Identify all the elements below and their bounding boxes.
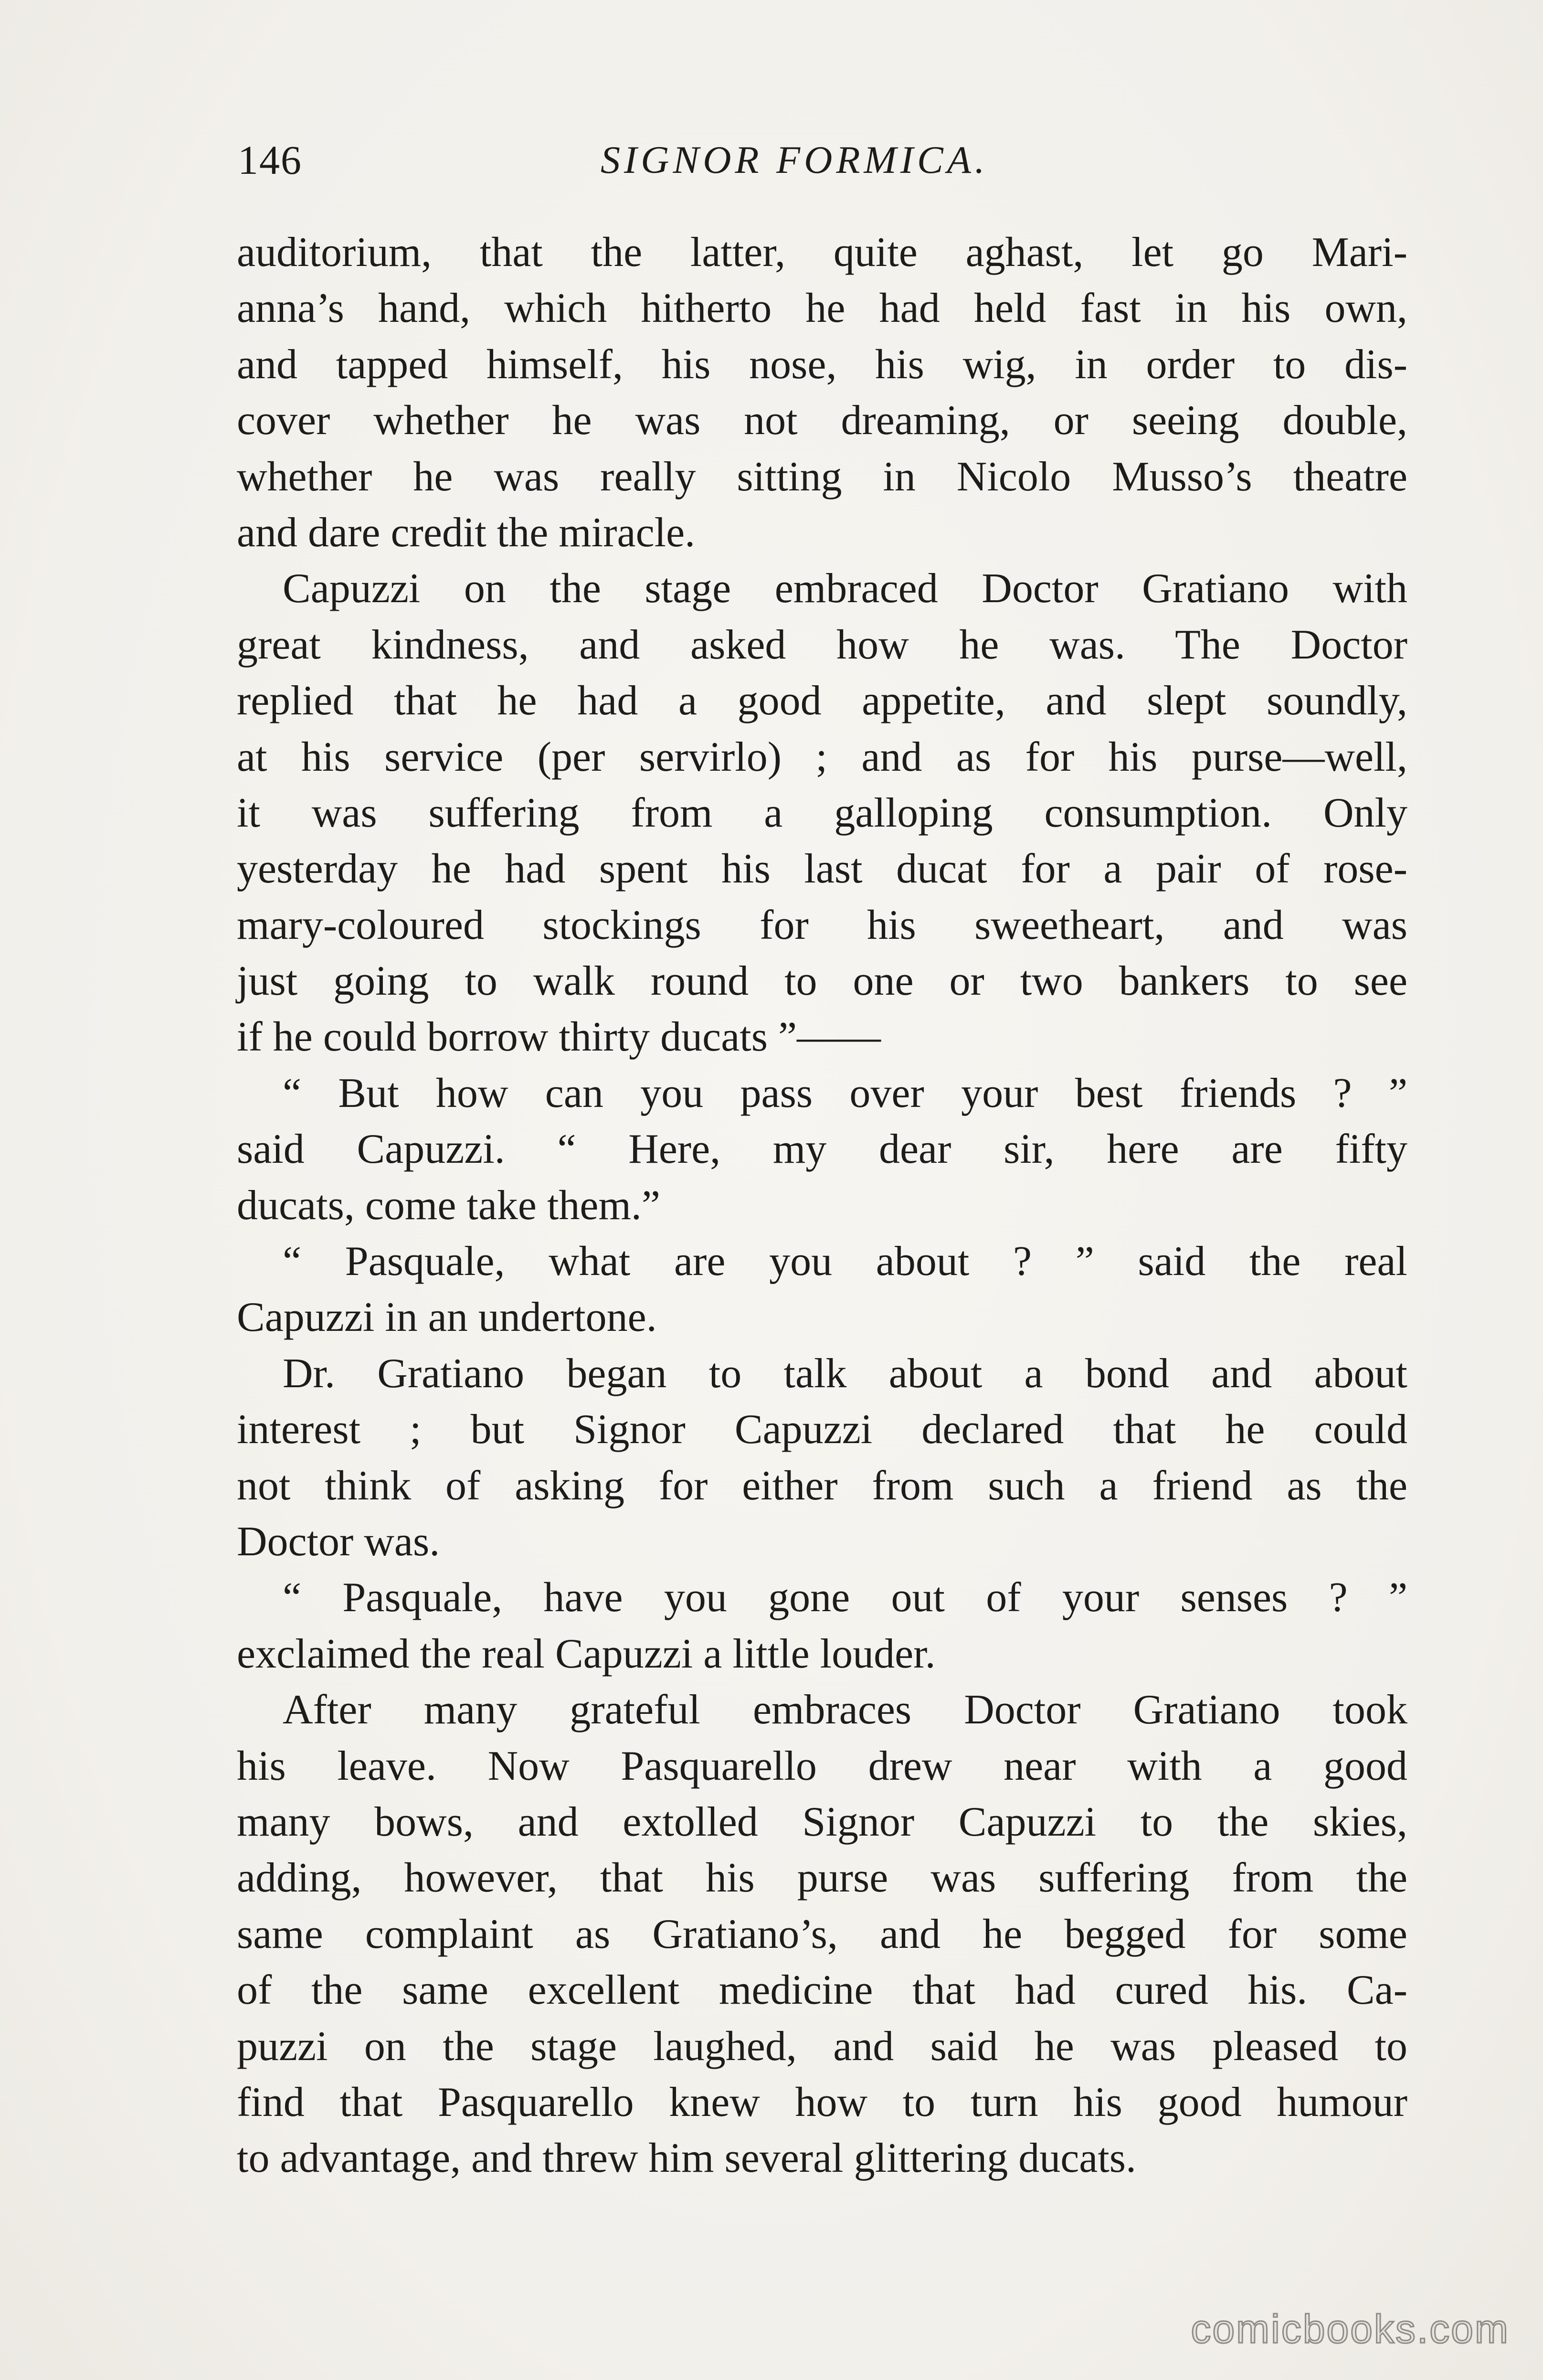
watermark-logo: comicbooks.com: [1191, 2306, 1510, 2351]
text-line: it was suffering from a galloping consumption. Only: [237, 789, 1407, 836]
text-line: and dare credit the miracle.: [237, 509, 696, 556]
body-text: [237, 224, 1407, 2187]
text-line: “ Pasquale, what are you about ? ” said the real: [283, 1238, 1407, 1285]
text-line: yesterday he had spent his last ducat for a pair of rose-: [237, 846, 1407, 892]
page-number: 146: [238, 137, 302, 183]
text-line: adding, however, that his purse was suffering from the: [237, 1855, 1407, 1902]
text-line: at his service (per servirlo) ; and as for his purse—well,: [237, 733, 1407, 780]
text-line: Capuzzi on the stage embraced Doctor Gratiano with: [283, 565, 1407, 612]
text-line: cover whether he was not dreaming, or seeing double,: [237, 397, 1407, 444]
text-line: anna’s hand, which hitherto he had held fast in his own,: [237, 285, 1407, 332]
text-line: many bows, and extolled Signor Capuzzi to the skies,: [237, 1798, 1407, 1845]
text-line: Doctor was.: [237, 1518, 440, 1565]
text-line: just going to walk round to one or two bankers to see: [237, 958, 1407, 1005]
text-line: exclaimed the real Capuzzi a little louder.: [237, 1630, 936, 1677]
text-line: “ Pasquale, have you gone out of your senses ? ”: [283, 1574, 1407, 1621]
text-line: if he could borrow thirty ducats ”——: [237, 1014, 881, 1061]
running-head: [238, 134, 1407, 186]
text-line: replied that he had a good appetite, and slept soundly,: [237, 678, 1407, 724]
text-line: his leave. Now Pasquarello drew near with a good: [237, 1742, 1407, 1789]
text-line: great kindness, and asked how he was. The Doctor: [237, 621, 1407, 668]
text-line: “ But how can you pass over your best friends ? ”: [283, 1070, 1407, 1116]
text-line: interest ; but Signor Capuzzi declared that he could: [237, 1406, 1407, 1453]
text-line: ducats, come take them.”: [237, 1182, 660, 1229]
text-line: whether he was really sitting in Nicolo Musso’s theatre: [237, 453, 1407, 500]
text-line: and tapped himself, his nose, his wig, in order to dis-: [237, 341, 1407, 388]
text-line: find that Pasquarello knew how to turn his good humour: [237, 2079, 1407, 2125]
running-title: SIGNOR FORMICA.: [601, 138, 989, 181]
text-line: Capuzzi in an undertone.: [237, 1294, 657, 1341]
text-line: After many grateful embraces Doctor Gratiano took: [283, 1687, 1407, 1733]
text-line: said Capuzzi. “ Here, my dear sir, here are fifty: [237, 1126, 1407, 1173]
text-line: Dr. Gratiano began to talk about a bond and about: [283, 1350, 1407, 1397]
text-line: mary-coloured stockings for his sweetheart, and was: [237, 902, 1407, 948]
text-line: of the same excellent medicine that had cured his. Ca-: [237, 1967, 1407, 2014]
text-line: same complaint as Gratiano’s, and he begged for some: [237, 1911, 1407, 1957]
text-line: puzzi on the stage laughed, and said he was pleased to: [237, 2023, 1407, 2070]
text-line: not think of asking for either from such a friend as the: [237, 1462, 1407, 1509]
text-line: to advantage, and threw him several glittering ducats.: [237, 2135, 1137, 2182]
text-line: auditorium, that the latter, quite aghast, let go Mari-: [237, 229, 1407, 276]
